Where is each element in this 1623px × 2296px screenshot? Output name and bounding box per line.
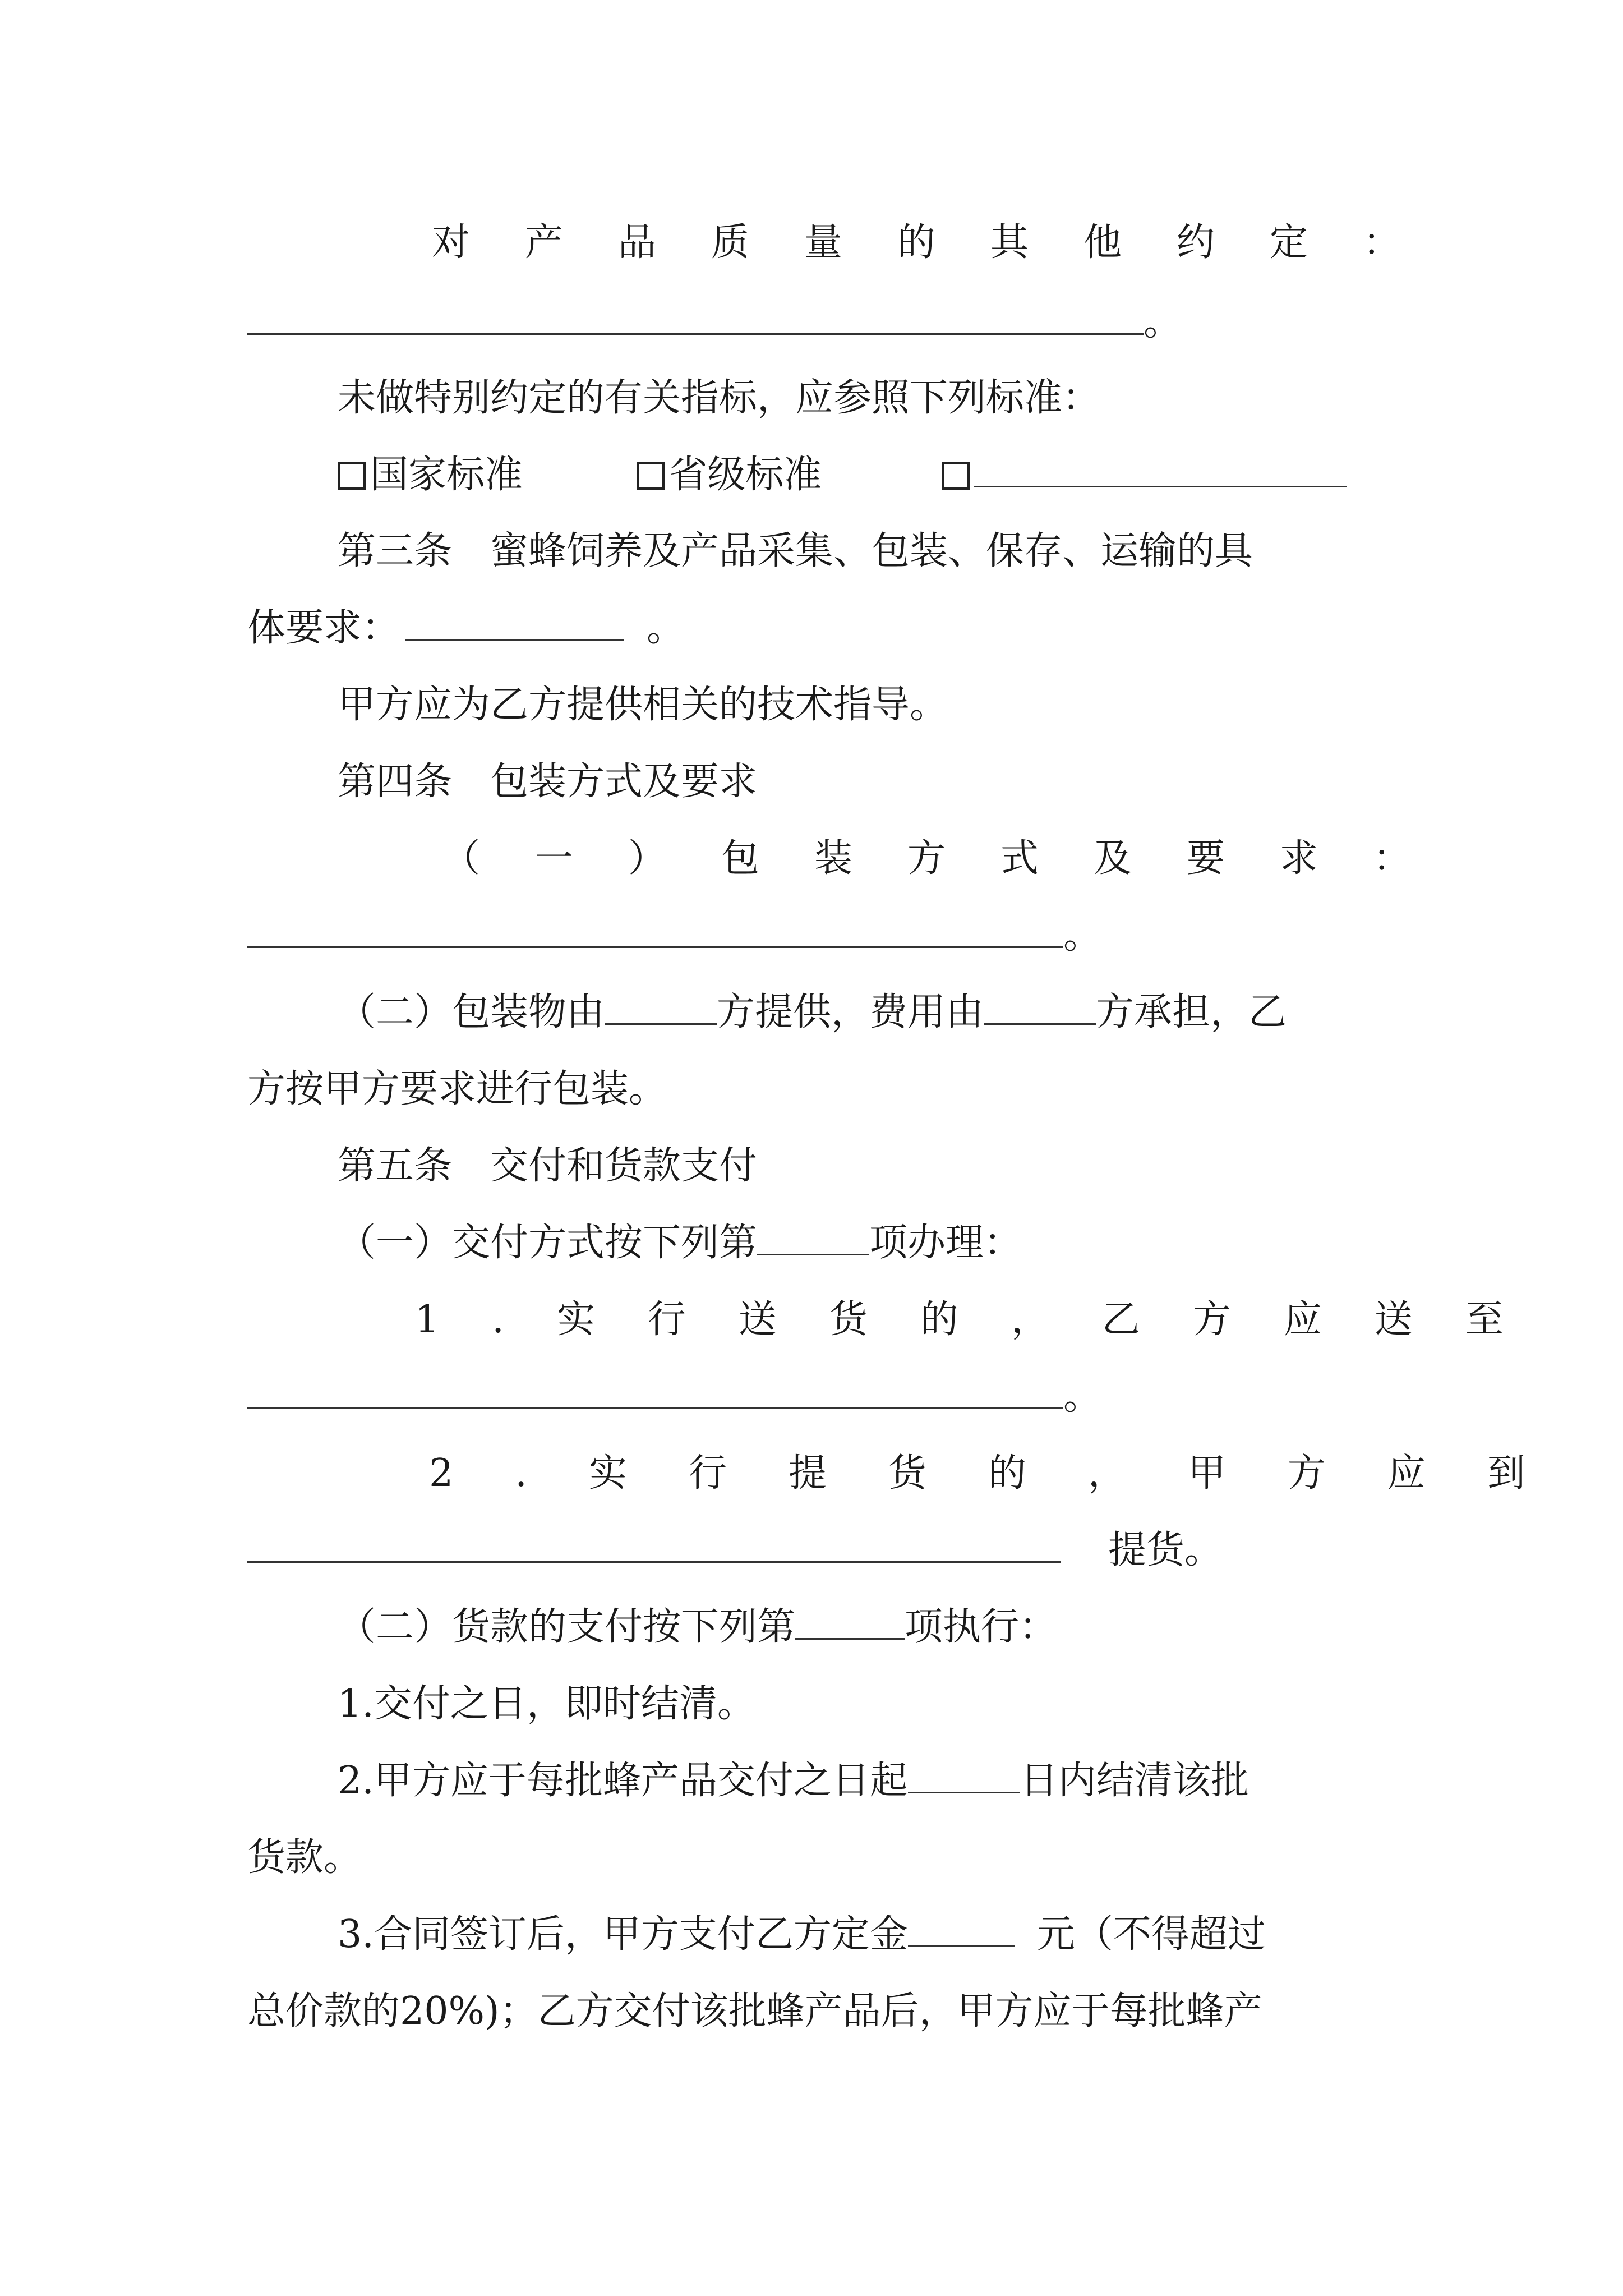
delivery-option-2-end: 提货。 xyxy=(1108,1528,1223,1572)
article5-2-line xyxy=(338,1596,1479,1658)
article4-2-part2: 方提供，费用由 xyxy=(717,990,984,1034)
article3-line1: 第三条 蜜蜂饲养及产品采集、包装、保存、运输的具 xyxy=(338,529,1253,573)
article4-1-text: （一）包装方式及要求： xyxy=(442,836,1467,881)
delivery-option-1-text: 1.实行送货的，乙方应送至 xyxy=(415,1297,1556,1342)
delivery-option-1-blank-line xyxy=(247,1366,1389,1428)
payment-option-3-line2: 总价款的20%)；乙方交付该批蜂产品后，甲方应于每批蜂产 xyxy=(247,1989,1262,2033)
article3-line2 xyxy=(247,597,1389,659)
article4-2-line1 xyxy=(338,982,1479,1043)
article3-period: 。 xyxy=(647,606,685,650)
payment-option-2-line2: 货款。 xyxy=(247,1835,362,1880)
article3-line3: 甲方应为乙方提供相关的技术指导。 xyxy=(338,683,948,727)
standard-intro: 未做特别约定的有关指标，应参照下列标准： xyxy=(338,376,1101,420)
article3-requirements-blank[interactable] xyxy=(405,602,624,641)
delivery-option-1-period: 。 xyxy=(1063,1374,1102,1419)
delivery-option-2-line xyxy=(429,1443,1587,1504)
article4-1-blank[interactable] xyxy=(247,909,1063,948)
article4-1-line xyxy=(442,828,1467,890)
packaging-provider-blank[interactable] xyxy=(605,986,717,1025)
article5-2-part1: （二）货款的支付按下列第 xyxy=(338,1605,796,1649)
article4-title: 第四条 包装方式及要求 xyxy=(338,760,758,804)
payment-option-3-line1 xyxy=(338,1904,1479,1966)
payment-option-2-part2: 日内结清该批 xyxy=(1020,1759,1249,1803)
checkbox-national[interactable] xyxy=(338,462,366,490)
payment-option-3-part1: 3.合同签订后，甲方支付乙方定金 xyxy=(338,1912,908,1957)
article5-1-part1: （一）交付方式按下列第 xyxy=(338,1221,758,1265)
quality-blank-line xyxy=(247,292,1389,353)
option-other[interactable] xyxy=(942,453,1347,497)
article5-1-part2: 项办理： xyxy=(869,1221,1022,1265)
payment-option-2-line1 xyxy=(338,1750,1479,1812)
standard-options xyxy=(338,444,1479,506)
payment-days-blank[interactable] xyxy=(908,1755,1020,1793)
delivery-option-2-blank-line xyxy=(247,1520,1389,1581)
delivery-option-2-text: 2.实行提货的，甲方应到 xyxy=(429,1451,1587,1496)
delivery-option-1-line xyxy=(415,1289,1556,1351)
option-national[interactable] xyxy=(338,453,523,497)
article3-requirements-label: 体要求： xyxy=(247,606,400,650)
delivery-method-blank[interactable] xyxy=(757,1217,869,1255)
checkbox-provincial[interactable] xyxy=(637,462,665,490)
article4-1-period: 。 xyxy=(1063,913,1102,958)
payment-option-3-part2: 元（不得超过 xyxy=(1036,1912,1266,1957)
article5-2-part2: 项执行： xyxy=(905,1605,1058,1649)
option-provincial-label: 省级标准 xyxy=(669,453,822,497)
deposit-amount-blank[interactable] xyxy=(908,1908,1015,1947)
article4-2-line2: 方按甲方要求进行包装。 xyxy=(247,1067,667,1111)
article4-1-blank-line xyxy=(247,905,1389,967)
payment-method-blank[interactable] xyxy=(795,1601,905,1640)
pickup-location-blank[interactable] xyxy=(247,1524,1061,1563)
article5-1-line xyxy=(338,1212,1479,1274)
quality-period: 。 xyxy=(1144,300,1182,344)
delivery-destination-blank[interactable] xyxy=(247,1370,1063,1409)
option-other-blank[interactable] xyxy=(974,449,1347,487)
option-provincial[interactable] xyxy=(637,453,822,497)
article4-2-part1: （二）包装物由 xyxy=(338,990,605,1034)
checkbox-other[interactable] xyxy=(942,462,970,490)
quality-blank-field[interactable] xyxy=(247,296,1144,335)
packaging-cost-blank[interactable] xyxy=(984,986,1096,1025)
quality-other-text: 对产品质量的其他约定： xyxy=(432,220,1456,265)
payment-option-2-part1: 2.甲方应于每批蜂产品交付之日起 xyxy=(338,1759,908,1803)
article5-title: 第五条 交付和货款支付 xyxy=(338,1144,758,1188)
article4-2-part3: 方承担，乙 xyxy=(1096,990,1287,1034)
payment-option-1: 1.交付之日，即时结清。 xyxy=(338,1682,755,1726)
quality-other-line xyxy=(432,212,1456,274)
option-national-label: 国家标准 xyxy=(370,453,523,497)
